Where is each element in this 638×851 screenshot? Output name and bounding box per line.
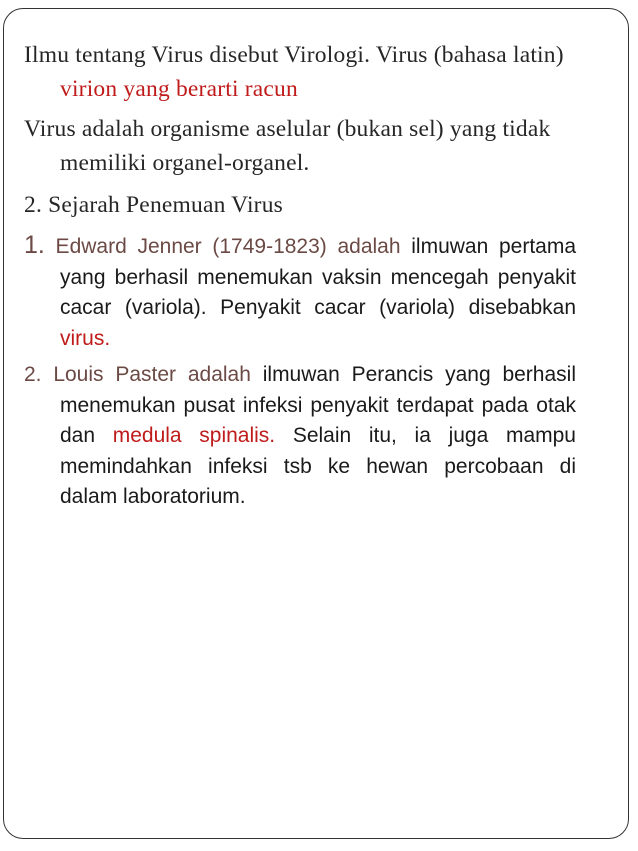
jenner-text: ilmuwan pertama yang berhasil menemukan vaksin mencegah penyakit cacar (variola). Penyakit cacar (variola) disebabkan bbox=[60, 235, 577, 319]
paster-lead: 2. Louis Paster adalah bbox=[24, 363, 251, 386]
jenner-lead: Edward Jenner (1749-1823) adalah bbox=[44, 235, 401, 258]
medula-highlight: medula spinalis. bbox=[112, 424, 276, 447]
virus-highlight: virus. bbox=[60, 326, 111, 350]
section-heading-sejarah bbox=[24, 188, 576, 222]
paragraph-virologi bbox=[24, 38, 576, 106]
slide-content bbox=[24, 38, 576, 519]
paster-text: ilmuwan Perancis yang berhasil menemukan pusat infeksi penyakit terdapat pada otak dan bbox=[60, 363, 576, 447]
paragraph-edward-jenner bbox=[24, 230, 576, 354]
paster-text-2: Selain itu, ia juga mampu memindahkan infeksi tsb ke hewan percobaan di dalam laboratorium. bbox=[60, 424, 576, 508]
virion-highlight: virion yang berarti racun bbox=[60, 76, 298, 102]
list-number-1: 1. bbox=[24, 231, 45, 259]
paragraph-definisi-virus bbox=[24, 112, 576, 180]
sejarah-heading-text: 2. Sejarah Penemuan Virus bbox=[24, 192, 283, 218]
definisi-text: Virus adalah organisme aselular (bukan sel) yang tidak memiliki organel-organel. bbox=[24, 116, 551, 176]
virologi-text: Ilmu tentang Virus disebut Virologi. Virus (bahasa latin) bbox=[24, 42, 564, 68]
paragraph-louis-paster bbox=[24, 360, 576, 513]
